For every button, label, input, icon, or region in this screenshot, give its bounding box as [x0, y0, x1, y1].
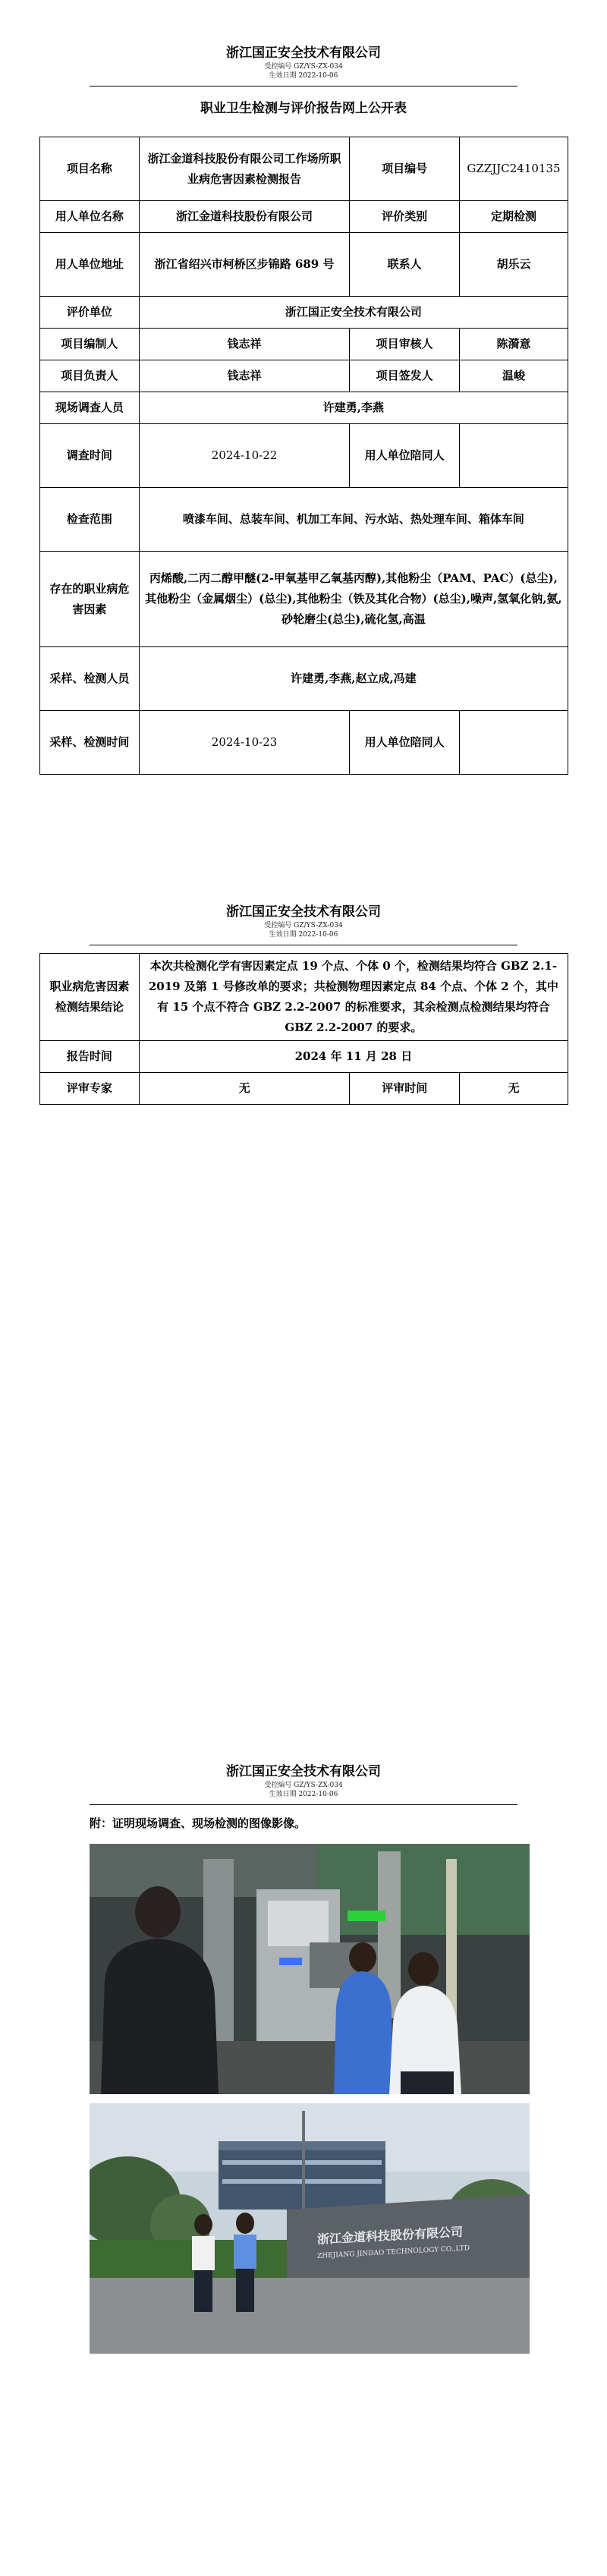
- employer-label: 用人单位名称: [40, 201, 140, 233]
- reviewer-label: 项目审核人: [350, 329, 460, 360]
- escort-label: 用人单位陪同人: [350, 424, 460, 488]
- scope-label: 检查范围: [40, 488, 140, 552]
- attachment-note: 附：证明现场调查、现场检测的图像影像。: [90, 1816, 307, 1830]
- review-time-label: 评审时间: [350, 1073, 460, 1105]
- sample-time: 2024-10-23: [139, 711, 349, 775]
- contact-label: 联系人: [350, 233, 460, 297]
- samplers-label: 采样、检测人员: [40, 647, 140, 711]
- review-time: 无: [460, 1073, 568, 1105]
- document-title: 职业卫生检测与评价报告网上公开表: [200, 101, 407, 116]
- sample-time-label: 采样、检测时间: [40, 711, 140, 775]
- contact-person: 胡乐云: [460, 233, 568, 297]
- inspection-scope: 喷漆车间、总装车间、机加工车间、污水站、热处理车间、箱体车间: [139, 488, 568, 552]
- investigators-label: 现场调查人员: [40, 392, 140, 424]
- company-header: 浙江国正安全技术有限公司: [226, 46, 381, 61]
- control-number-3: 受控编号 GZ/YS-ZX-034: [264, 1782, 343, 1789]
- survey-time-label: 调查时间: [40, 424, 140, 488]
- conclusion-table: [39, 953, 568, 1105]
- project-name: 浙江金道科技股份有限公司工作场所职业病危害因素检测报告: [139, 137, 349, 201]
- escort2-label: 用人单位陪同人: [350, 711, 460, 775]
- control-number-2: 受控编号 GZ/YS-ZX-034: [264, 922, 343, 929]
- effective-date: 生效日期 2022-10-06: [269, 72, 338, 80]
- project-no-label: 项目编号: [350, 137, 460, 201]
- project-no: GZZJJC2410135: [460, 137, 568, 201]
- project-name-label: 项目名称: [40, 137, 140, 201]
- experts-label: 评审专家: [40, 1073, 140, 1105]
- evaluator-label: 评价单位: [40, 297, 140, 329]
- escort2-value: [460, 711, 568, 775]
- eval-type: 定期检测: [460, 201, 568, 233]
- control-number: 受控编号 GZ/YS-ZX-034: [264, 63, 343, 71]
- site-investigation-photo: [90, 1844, 530, 2094]
- leader: 钱志祥: [139, 360, 349, 392]
- company-sign-text-en: ZHEJIANG JINDAO TECHNOLOGY CO.,LTD: [317, 2244, 470, 2260]
- employer-address: 浙江省绍兴市柯桥区步锦路 689 号: [139, 233, 349, 297]
- escort-value: [460, 424, 568, 488]
- eval-type-label: 评价类别: [350, 201, 460, 233]
- issuer-label: 项目签发人: [350, 360, 460, 392]
- report-time: 2024 年 11 月 28 日: [139, 1041, 568, 1073]
- investigators: 许建勇,李燕: [139, 392, 568, 424]
- evaluator-name: 浙江国正安全技术有限公司: [139, 297, 568, 329]
- samplers: 许建勇,李燕,赵立成,冯建: [139, 647, 568, 711]
- compiler: 钱志祥: [139, 329, 349, 360]
- company-sign-text: 浙江金道科技股份有限公司: [317, 2224, 464, 2247]
- reviewer: 陈漪意: [460, 329, 568, 360]
- site-entrance-photo: [90, 2103, 530, 2354]
- issuer: 温峻: [460, 360, 568, 392]
- report-time-label: 报告时间: [40, 1041, 140, 1073]
- effective-date-3: 生效日期 2022-10-06: [269, 1791, 338, 1798]
- leader-label: 项目负责人: [40, 360, 140, 392]
- header-divider-3: [90, 1804, 517, 1805]
- address-label: 用人单位地址: [40, 233, 140, 297]
- conclusion-text: 本次共检测化学有害因素定点 19 个点、个体 0 个，检测结果均符合 GBZ 2.1-2019 及第 1 号修改单的要求；共检测物理因素定点 84 个点、个体 2 个，其中有 15 个点不符合 GBZ 2.2-2007 的标准要求，其余检测点检测结果均符合 GBZ 2.2-2007 的要求。: [139, 954, 568, 1041]
- experts: 无: [139, 1073, 350, 1105]
- effective-date-2: 生效日期 2022-10-06: [269, 931, 338, 939]
- report-info-table: [39, 137, 568, 775]
- compiler-label: 项目编制人: [40, 329, 140, 360]
- hazard-factors: 丙烯酸,二丙二醇甲醚(2-甲氧基甲乙氧基丙醇),其他粉尘（PAM、PAC）(总尘),其他粉尘（金属烟尘）(总尘),其他粉尘（铁及其化合物）(总尘),噪声,氢氧化钠,氨,砂轮磨尘(总尘),硫化氢,高温: [139, 552, 568, 647]
- employer-name: 浙江金道科技股份有限公司: [139, 201, 349, 233]
- survey-time: 2024-10-22: [139, 424, 349, 488]
- conclusion-label: 职业病危害因素检测结果结论: [40, 954, 140, 1041]
- company-header-2: 浙江国正安全技术有限公司: [226, 904, 381, 920]
- hazards-label: 存在的职业病危害因素: [40, 552, 140, 647]
- company-header-3: 浙江国正安全技术有限公司: [226, 1764, 381, 1779]
